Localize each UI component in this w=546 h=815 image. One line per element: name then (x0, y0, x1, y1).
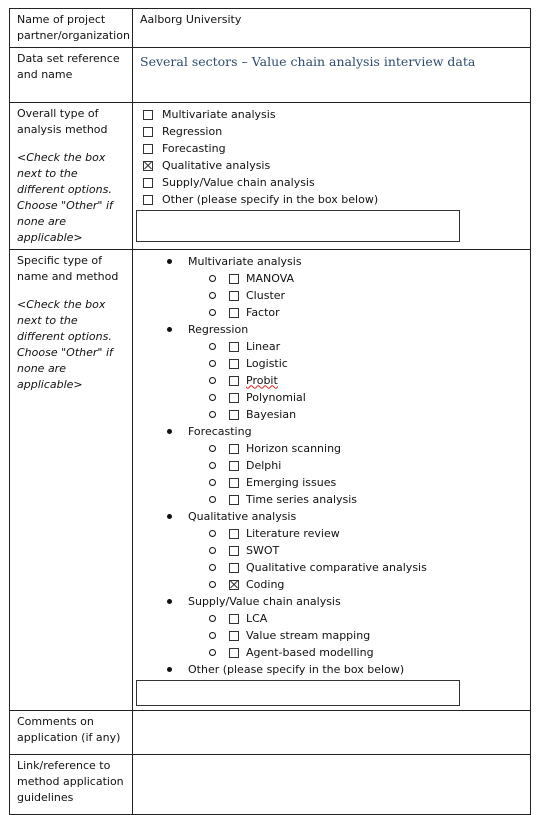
method-option-label: Bayesian (246, 407, 297, 421)
hollow-bullet-icon (209, 343, 216, 350)
checkbox-icon[interactable] (229, 359, 239, 369)
checkbox-icon[interactable] (229, 274, 239, 284)
checkbox-icon[interactable] (229, 376, 239, 386)
checkbox-icon[interactable] (229, 495, 239, 505)
checkbox-icon[interactable] (229, 393, 239, 403)
checkbox-icon[interactable] (229, 478, 239, 488)
method-option-label: Polynomial (246, 390, 306, 404)
overall-type-row (10, 103, 531, 250)
overall-option-label: Supply/Value chain analysis (162, 175, 315, 189)
method-option[interactable] (140, 457, 524, 474)
method-option[interactable] (140, 474, 524, 491)
method-option-label: Probit (246, 373, 278, 387)
method-option-label: Linear (246, 339, 281, 353)
category-group (140, 423, 524, 508)
hollow-bullet-icon (209, 649, 216, 656)
method-option-label: Horizon scanning (246, 441, 342, 455)
checkbox-icon[interactable] (143, 127, 153, 137)
method-option-label: MANOVA (246, 271, 295, 285)
category-group (140, 321, 524, 423)
method-option[interactable] (140, 406, 524, 423)
overall-label-cell (10, 103, 133, 250)
hollow-bullet-icon (209, 411, 216, 418)
checkbox-icon[interactable] (229, 444, 239, 454)
specific-other-input[interactable] (136, 680, 460, 706)
category-label: Other (please specify in the box below) (188, 662, 405, 676)
analysis-method-form (9, 8, 531, 815)
overall-option[interactable] (140, 157, 524, 174)
method-option-label: Emerging issues (246, 475, 337, 489)
method-option[interactable] (140, 491, 524, 508)
checkbox-icon[interactable] (229, 291, 239, 301)
method-option[interactable] (140, 355, 524, 372)
bullet-icon (167, 259, 172, 264)
specific-label-cell (10, 250, 133, 711)
method-option-label: Value stream mapping (246, 628, 371, 642)
category-group (140, 593, 524, 661)
hollow-bullet-icon (209, 462, 216, 469)
category-group (140, 508, 524, 593)
dataset-label: Data set reference and name (10, 48, 133, 103)
hollow-bullet-icon (209, 564, 216, 571)
category-label: Multivariate analysis (188, 254, 302, 268)
overall-option-label: Regression (162, 124, 223, 138)
overall-option[interactable] (140, 106, 524, 123)
method-option-label: Time series analysis (246, 492, 358, 506)
method-option-label: Qualitative comparative analysis (246, 560, 427, 574)
specific-label: Specific type of name and method (17, 254, 119, 283)
overall-options-cell (133, 103, 531, 250)
checkbox-icon[interactable] (229, 631, 239, 641)
method-option-label: LCA (246, 611, 268, 625)
method-option-label: Cluster (246, 288, 286, 302)
checkbox-icon[interactable] (143, 178, 153, 188)
checkbox-icon[interactable] (143, 110, 153, 120)
method-option[interactable] (140, 610, 524, 627)
partner-row (10, 9, 531, 48)
method-option-label: Literature review (246, 526, 340, 540)
method-option-label: Coding (246, 577, 285, 591)
overall-option[interactable] (140, 140, 524, 157)
overall-option[interactable] (140, 174, 524, 191)
dataset-value[interactable]: Several sectors – Value chain analysis interview data (140, 54, 476, 69)
checkbox-icon[interactable] (229, 308, 239, 318)
method-option[interactable] (140, 287, 524, 304)
checkbox-icon[interactable] (229, 410, 239, 420)
overall-option-label: Other (please specify in the box below) (162, 192, 379, 206)
category-label: Forecasting (188, 424, 252, 438)
hollow-bullet-icon (209, 275, 216, 282)
partner-value[interactable]: Aalborg University (133, 9, 531, 48)
specific-instructions: <Check the box next to the different options. Choose "Other" if none are applicable> (17, 298, 113, 391)
link-label: Link/reference to method application guidelines (10, 755, 133, 815)
method-option-label: SWOT (246, 543, 280, 557)
dataset-row (10, 48, 531, 103)
method-option[interactable] (140, 389, 524, 406)
category-label: Qualitative analysis (188, 509, 297, 523)
checkbox-checked-icon[interactable] (143, 161, 153, 171)
comments-row (10, 711, 531, 755)
method-option[interactable] (140, 338, 524, 355)
specific-type-row (10, 250, 531, 711)
hollow-bullet-icon (209, 632, 216, 639)
method-option-label: Delphi (246, 458, 282, 472)
hollow-bullet-icon (209, 615, 216, 622)
hollow-bullet-icon (209, 479, 216, 486)
hollow-bullet-icon (209, 496, 216, 503)
specific-category-list (140, 253, 524, 678)
method-option[interactable] (140, 644, 524, 661)
category-item (140, 321, 524, 338)
checkbox-icon[interactable] (143, 144, 153, 154)
checkbox-icon[interactable] (143, 195, 153, 205)
bullet-icon (167, 429, 172, 434)
hollow-bullet-icon (209, 445, 216, 452)
bullet-icon (167, 599, 172, 604)
comments-label: Comments on application (if any) (10, 711, 133, 755)
method-option-label: Logistic (246, 356, 288, 370)
hollow-bullet-icon (209, 292, 216, 299)
bullet-icon (167, 327, 172, 332)
checkbox-checked-icon[interactable] (229, 580, 239, 590)
method-option-label: Agent-based modelling (246, 645, 374, 659)
hollow-bullet-icon (209, 581, 216, 588)
hollow-bullet-icon (209, 377, 216, 384)
checkbox-icon[interactable] (229, 614, 239, 624)
overall-other-input[interactable] (136, 210, 460, 242)
checkbox-icon[interactable] (229, 529, 239, 539)
hollow-bullet-icon (209, 530, 216, 537)
hollow-bullet-icon (209, 394, 216, 401)
method-option[interactable] (140, 440, 524, 457)
method-option[interactable] (140, 542, 524, 559)
comments-value[interactable] (133, 711, 531, 755)
method-option[interactable] (140, 372, 524, 389)
overall-label: Overall type of analysis method (17, 107, 108, 136)
overall-options (140, 106, 524, 208)
method-option[interactable] (140, 270, 524, 287)
overall-option[interactable] (140, 123, 524, 140)
checkbox-icon[interactable] (229, 342, 239, 352)
overall-option-label: Qualitative analysis (162, 158, 271, 172)
method-option[interactable] (140, 627, 524, 644)
specific-options-cell (133, 250, 531, 711)
checkbox-icon[interactable] (229, 461, 239, 471)
method-option[interactable] (140, 576, 524, 593)
category-item (140, 593, 524, 610)
method-option[interactable] (140, 304, 524, 321)
overall-option[interactable] (140, 191, 524, 208)
category-group (140, 253, 524, 321)
category-item (140, 508, 524, 525)
checkbox-icon[interactable] (229, 648, 239, 658)
overall-option-label: Multivariate analysis (162, 107, 276, 121)
overall-instructions: <Check the box next to the different options. Choose "Other" if none are applicable> (17, 151, 113, 244)
partner-label: Name of project partner/organization (10, 9, 133, 48)
hollow-bullet-icon (209, 547, 216, 554)
category-item (140, 253, 524, 270)
hollow-bullet-icon (209, 360, 216, 367)
method-option-label: Factor (246, 305, 280, 319)
link-row (10, 755, 531, 815)
link-value[interactable] (133, 755, 531, 815)
checkbox-icon[interactable] (229, 563, 239, 573)
category-item (140, 423, 524, 440)
overall-option-label: Forecasting (162, 141, 226, 155)
hollow-bullet-icon (209, 309, 216, 316)
category-group (140, 661, 524, 678)
method-option[interactable] (140, 559, 524, 576)
category-label: Regression (188, 322, 249, 336)
checkbox-icon[interactable] (229, 546, 239, 556)
bullet-icon (167, 667, 172, 672)
bullet-icon (167, 514, 172, 519)
method-option[interactable] (140, 525, 524, 542)
category-item (140, 661, 524, 678)
category-label: Supply/Value chain analysis (188, 594, 341, 608)
